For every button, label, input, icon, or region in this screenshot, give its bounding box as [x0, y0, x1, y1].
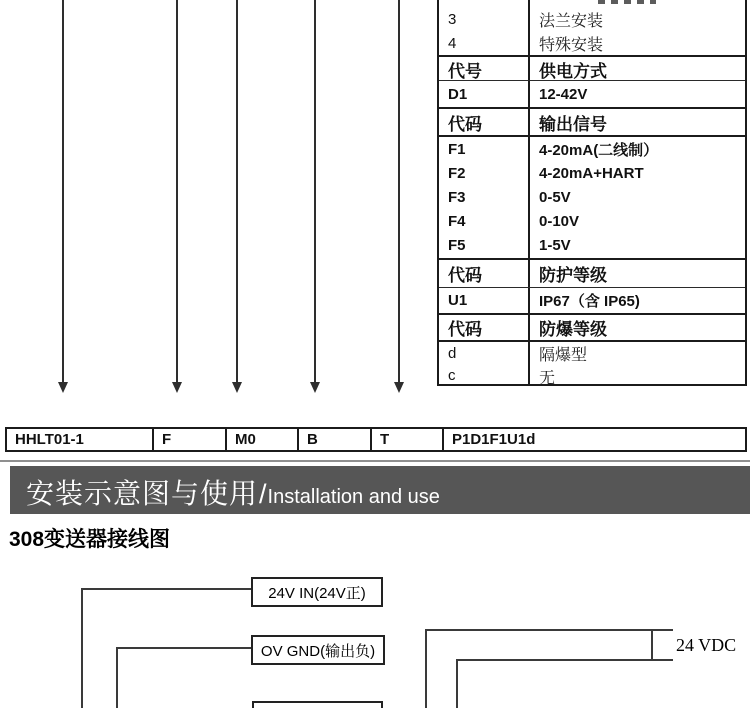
arrow-down-icon — [310, 382, 320, 393]
spec-code-text: c — [448, 366, 456, 384]
separator-line — [0, 460, 750, 462]
banner-title-en: Installation and use — [267, 486, 440, 508]
model-number-cell: B — [299, 429, 372, 450]
spec-code-text: D1 — [448, 85, 468, 103]
banner-slash: / — [259, 479, 267, 509]
spec-code-text: 4 — [448, 34, 457, 52]
spec-table-row — [439, 340, 745, 386]
terminal-box-0v-gnd: OV GND(输出负) — [251, 635, 385, 665]
supply-voltage-label: 24 VDC — [676, 635, 737, 655]
arrow-down-icon — [172, 382, 182, 393]
model-number-cell: HHLT01-1 — [7, 429, 154, 450]
spec-code-cell — [439, 109, 530, 135]
clipped-glyph-bottoms — [598, 0, 656, 4]
spec-desc-cell — [530, 57, 745, 80]
spec-code-text: U1 — [448, 292, 468, 309]
spec-desc-text: 隔爆型 — [539, 347, 588, 364]
spec-desc-cell — [530, 81, 745, 107]
model-leader-line — [398, 0, 400, 383]
spec-desc-cell — [530, 109, 745, 135]
spec-code-text: F2 — [448, 164, 466, 182]
spec-desc-text: 0-10V — [539, 213, 580, 231]
spec-desc-text: 防爆等级 — [539, 320, 607, 339]
model-number-cell: T — [372, 429, 444, 450]
supply-terminal-tick — [651, 629, 653, 661]
spec-desc-cell — [530, 342, 745, 386]
spec-table-row — [439, 313, 745, 340]
spec-table-row — [439, 135, 745, 258]
spec-desc-text: 供电方式 — [539, 62, 607, 81]
model-leader-line — [236, 0, 238, 383]
spec-desc-text: 输出信号 — [539, 114, 607, 134]
spec-code-text: F1 — [448, 140, 466, 158]
spec-desc-text: 防护等级 — [539, 266, 607, 285]
spec-code-cell — [439, 260, 530, 287]
spec-code-text: d — [448, 344, 457, 362]
spec-desc-text: 法兰安装 — [539, 12, 604, 30]
spec-desc-text: IP67（含 IP65) — [539, 293, 640, 310]
ordering-code-table — [437, 0, 747, 386]
wire-vertical — [116, 647, 118, 708]
spec-desc-text: 无 — [539, 370, 556, 387]
spec-code-text: F3 — [448, 189, 466, 206]
wire-horizontal — [116, 647, 252, 649]
spec-table-row — [439, 107, 745, 135]
banner-title-zh: 安装示意图与使用 — [26, 478, 259, 509]
model-number-cell: F — [154, 429, 227, 450]
model-number-cell: M0 — [227, 429, 299, 450]
spec-desc-text: 4-20mA(二线制） — [539, 141, 659, 159]
spec-code-cell — [439, 57, 530, 80]
model-leader-line — [62, 0, 64, 383]
spec-code-text: 代号 — [448, 62, 482, 81]
wire-vertical — [456, 659, 458, 708]
spec-code-cell — [439, 288, 530, 313]
spec-code-cell — [439, 137, 530, 258]
spec-code-cell — [439, 342, 530, 386]
spec-desc-text: 4-20mA+HART — [539, 164, 644, 182]
spec-code-text: F5 — [448, 237, 466, 255]
spec-desc-cell — [530, 315, 745, 340]
section-banner — [10, 466, 750, 514]
wire-horizontal — [425, 629, 673, 631]
spec-code-cell — [439, 315, 530, 340]
spec-table-row — [439, 80, 745, 107]
spec-code-text: F4 — [448, 213, 466, 231]
spec-code-cell — [439, 0, 530, 55]
wire-vertical — [81, 588, 83, 708]
arrow-down-icon — [58, 382, 68, 393]
spec-desc-text: 12-42V — [539, 85, 588, 103]
spec-desc-text: 1-5V — [539, 237, 571, 255]
spec-code-text: 3 — [448, 10, 457, 28]
terminal-box-clipped — [252, 701, 383, 708]
spec-desc-text: 0-5V — [539, 189, 571, 206]
model-leader-line — [314, 0, 316, 383]
spec-code-text: 代码 — [448, 320, 482, 339]
model-number-row — [5, 427, 747, 452]
truncated-text-fragment — [530, 0, 745, 7]
arrow-down-icon — [232, 382, 242, 393]
model-leader-line — [176, 0, 178, 383]
wire-vertical — [425, 629, 427, 708]
spec-code-text: 代码 — [448, 114, 482, 134]
spec-desc-text: 特殊安装 — [539, 36, 604, 54]
truncated-row-spacer — [439, 0, 528, 7]
spec-code-cell — [439, 81, 530, 107]
spec-desc-cell — [530, 260, 745, 287]
wiring-diagram-heading: 308变送器接线图 — [9, 528, 171, 551]
wire-horizontal — [456, 659, 673, 661]
wire-horizontal — [81, 588, 252, 590]
spec-table-row — [439, 0, 745, 55]
spec-table-row — [439, 258, 745, 287]
spec-code-text: 代码 — [448, 266, 482, 285]
model-number-cell: P1D1F1U1d — [452, 431, 536, 448]
spec-desc-cell — [530, 0, 745, 55]
terminal-box-24v-in: 24V IN(24V正) — [251, 577, 383, 607]
spec-desc-cell — [530, 137, 745, 258]
spec-table-row — [439, 287, 745, 313]
arrow-down-icon — [394, 382, 404, 393]
spec-table-row — [439, 55, 745, 80]
spec-desc-cell — [530, 288, 745, 313]
